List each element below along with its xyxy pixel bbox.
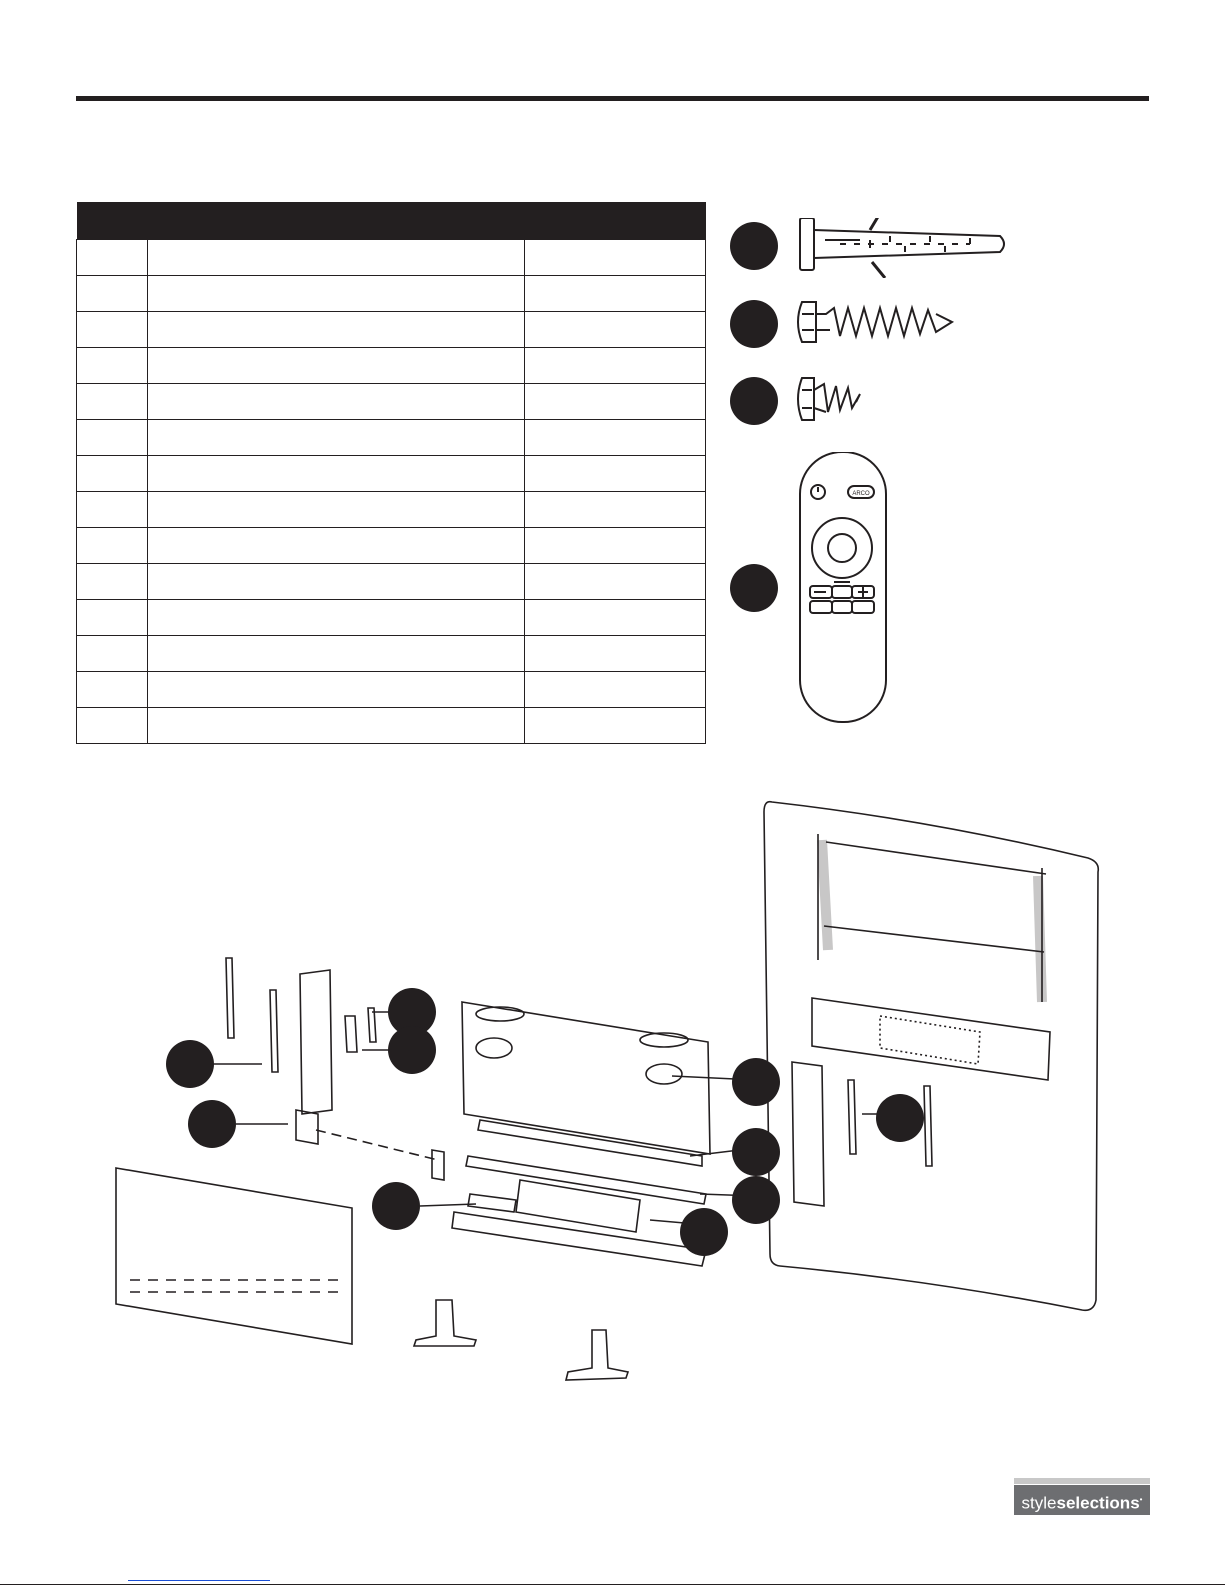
part-description-cell [148,456,525,492]
part-quantity-cell [524,564,705,600]
part-number-cell [77,276,148,312]
part-description-cell [148,636,525,672]
part-description-cell [148,384,525,420]
part-quantity-cell [524,528,705,564]
part-number-cell [77,492,148,528]
part-description-cell [148,672,525,708]
remote-mode-label: ARCO [852,491,870,497]
part-description-cell [148,528,525,564]
part-quantity-cell [524,420,705,456]
part-quantity-cell [524,276,705,312]
parts-table-row [77,672,706,708]
part-description-cell [148,492,525,528]
hardware-item-anchor [730,218,1050,278]
part-number-cell [77,420,148,456]
part-quantity-cell [524,456,705,492]
hardware-item-wood-screw [730,296,1050,352]
brand-mark: • [1139,1495,1143,1504]
parts-table-header-cell [77,202,706,240]
parts-table-row [77,384,706,420]
part-description-cell [148,600,525,636]
part-number-cell [77,528,148,564]
part-description-cell [148,564,525,600]
part-number-cell [77,456,148,492]
parts-table-row [77,312,706,348]
back-panel [116,1168,352,1344]
part-number-cell [77,348,148,384]
brand-bar [1014,1478,1150,1484]
brand-wordmark [1014,1485,1150,1515]
parts-table-row [77,708,706,744]
part-quantity-cell [524,348,705,384]
base-tray [452,1212,706,1266]
callout-dots [166,988,924,1256]
firebox [462,1002,710,1154]
wall-anchor-icon [730,218,1050,278]
footer-link-underline[interactable] [128,1580,270,1581]
part-description-cell [148,240,525,276]
right-foot [566,1330,628,1380]
part-number-cell [77,384,148,420]
vent-panel [812,998,1050,1080]
part-quantity-cell [524,708,705,744]
parts-table-row [77,528,706,564]
part-number-cell [77,312,148,348]
parts-table-row [77,456,706,492]
parts-table-row [77,348,706,384]
part-number-cell [77,600,148,636]
hardware-item-remote [730,452,930,724]
diagram-linework [116,802,1098,1380]
part-description-cell [148,708,525,744]
parts-table-row [77,600,706,636]
part-number-cell [77,240,148,276]
parts-table-row [77,240,706,276]
part-quantity-cell [524,672,705,708]
part-quantity-cell [524,384,705,420]
short-screw-icon [730,374,1050,428]
parts-table-row [77,492,706,528]
parts-table-header [77,202,706,240]
brand-prefix: style [1021,1493,1057,1513]
part-number-cell [77,636,148,672]
parts-table-row [77,276,706,312]
exploded-view-diagram [0,780,1225,1420]
part-description-cell [148,348,525,384]
left-foot [414,1300,476,1346]
part-number-cell [77,708,148,744]
header-rule [76,96,1149,101]
part-description-cell [148,420,525,456]
brand-logo [1014,1478,1150,1515]
wood-screw-icon [730,296,1050,352]
brand-suffix: selections [1056,1493,1140,1513]
parts-list-table [76,202,706,744]
part-quantity-cell [524,600,705,636]
hardware-item-short-screw [730,374,1050,428]
parts-table-row [77,420,706,456]
part-number-cell [77,564,148,600]
part-quantity-cell [524,636,705,672]
remote-control-icon [730,452,930,724]
part-quantity-cell [524,492,705,528]
part-quantity-cell [524,240,705,276]
parts-table-row [77,564,706,600]
part-description-cell [148,312,525,348]
part-number-cell [77,672,148,708]
part-description-cell [148,276,525,312]
part-quantity-cell [524,312,705,348]
parts-table-row [77,636,706,672]
